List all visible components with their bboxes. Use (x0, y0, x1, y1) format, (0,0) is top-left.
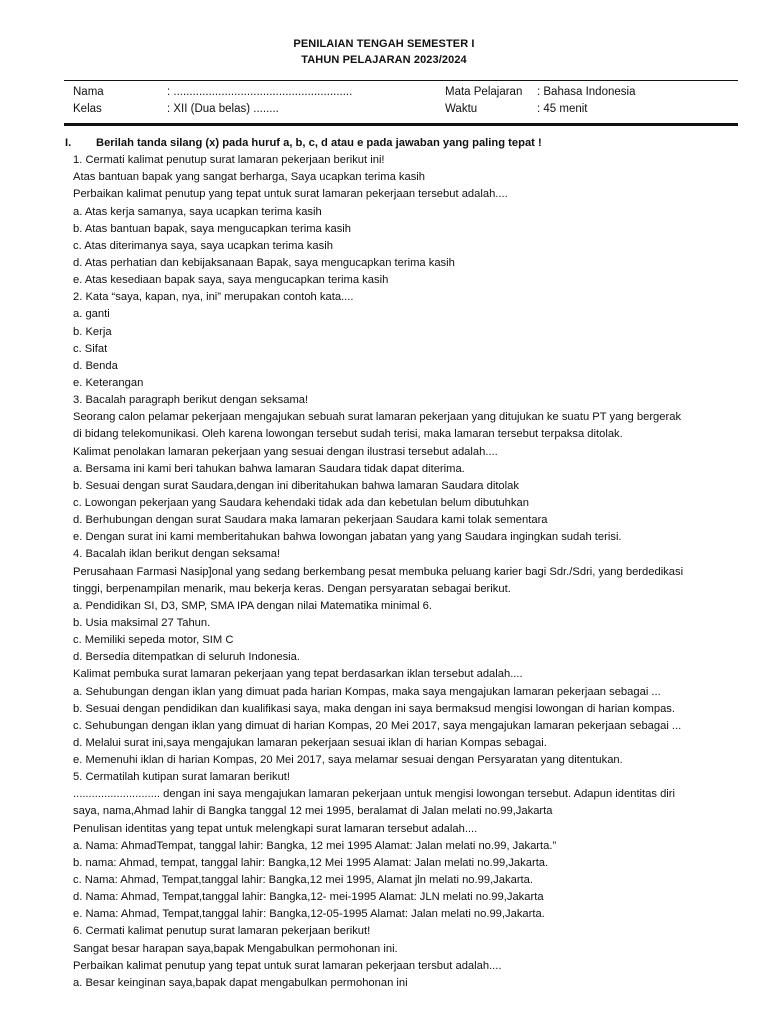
header-top-rule (64, 80, 738, 81)
question-line: Penulisan identitas yang tepat untuk melengkapi surat lamaran tersebut adalah.... (73, 822, 478, 835)
kelas-field: : XII (Dua belas) ........ (167, 103, 279, 115)
question-line: di bidang telekomunikasi. Oleh karena lowongan tersebut sudah terisi, maka lamaran tersebut terpaksa ditolak. (73, 428, 623, 441)
section-instruction (65, 135, 733, 152)
exam-title-line1: PENILAIAN TENGAH SEMESTER I (293, 38, 475, 50)
question-line: saya, nama,Ahmad lahir di Bangka tanggal 12 mei 1995, beralamat di Jalan melati no.99,Jakarta (73, 805, 553, 818)
question-line: a. Atas kerja samanya, saya ucapkan terima kasih (73, 205, 322, 218)
question-line: a. Pendidikan SI, D3, SMP, SMA IPA dengan nilai Matematika minimal 6. (73, 599, 433, 612)
question-line: d. Nama: Ahmad, Tempat,tanggal lahir: Bangka,12- mei-1995 Alamat: JLN melati no.99,Jakarta (73, 891, 544, 904)
question-line: Sangat besar harapan saya,bapak Mengabulkan permohonan ini. (73, 942, 398, 955)
question-line: b. Sesuai dengan pendidikan dan kualifikasi saya, maka dengan ini saya bermaksud mengisi lowongan di harian kompas. (73, 702, 676, 715)
question-line: e. Keterangan (73, 376, 144, 389)
question-line: Perbaikan kalimat penutup yang tepat untuk surat lamaran pekerjaan tersebut adalah.... (73, 188, 508, 201)
question-line: b. nama: Ahmad, tempat, tanggal lahir: Bangka,12 Mei 1995 Alamat: Jalan melati no.99,Jakarta. (73, 856, 549, 869)
question-line: Atas bantuan bapak yang sangat berharga, Saya ucapkan terima kasih (73, 171, 426, 184)
header-bottom-rule (64, 123, 738, 126)
question-line: Kalimat pembuka surat lamaran pekerjaan yang tepat berdasarkan iklan tersebut adalah.... (73, 668, 523, 681)
exam-content (65, 135, 733, 992)
question-line: c. Atas diterimanya saya, saya ucapkan terima kasih (73, 239, 333, 252)
question-line: d. Berhubungan dengan surat Saudara maka lamaran pekerjaan Saudara kami tolak sementara (73, 514, 548, 527)
question-line: ............................ dengan ini saya mengajukan lamaran pekerjaan untuk mengisi lowongan tersebut. Adapun identitas diri (73, 788, 675, 801)
question-line: Seorang calon pelamar pekerjaan mengajukan sebuah surat lamaran pekerjaan yang ditujukan ke suatu PT yang bergerak (73, 411, 682, 424)
question-line: c. Sehubungan dengan iklan yang dimuat di harian Kompas, 20 Mei 2017, saya mengajukan lamaran pekerjaan sebagai ... (73, 719, 682, 732)
question-line: b. Usia maksimal 27 Tahun. (73, 616, 211, 629)
question-line: c. Memiliki sepeda motor, SIM C (73, 634, 234, 647)
question-line: c. Sifat (73, 342, 108, 355)
mapel-label: Mata Pelajaran (445, 86, 523, 98)
question-line: 6. Cermati kalimat penutup surat lamaran pekerjaan berikut! (73, 925, 371, 938)
question-line: d. Melalui surat ini,saya mengajukan lamaran pekerjaan sesuai iklan di harian Kompas sebagai. (73, 736, 547, 749)
question-line: d. Benda (73, 359, 118, 372)
question-line: Kalimat penolakan lamaran pekerjaan yang sesuai dengan ilustrasi tersebut adalah.... (73, 445, 498, 458)
question-line: 4. Bacalah iklan berikut dengan seksama! (73, 548, 281, 561)
question-list (73, 152, 733, 992)
question-line: e. Memenuhi iklan di harian Kompas, 20 Mei 2017, saya melamar sesuai dengan Persyaratan yang ditentukan. (73, 754, 623, 767)
question-line: a. Bersama ini kami beri tahukan bahwa lamaran Saudara tidak dapat diterima. (73, 462, 465, 475)
question-line: d. Bersedia ditempatkan di seluruh Indonesia. (73, 651, 301, 664)
question-line: 1. Cermati kalimat penutup surat lamaran pekerjaan berikut ini! (73, 154, 385, 167)
question-line: a. ganti (73, 308, 110, 321)
question-line: 3. Bacalah paragraph berikut dengan seksama! (73, 394, 309, 407)
question-line: 5. Cermatilah kutipan surat lamaran berikut! (73, 771, 291, 784)
waktu-label: Waktu (445, 103, 478, 115)
question-line: c. Nama: Ahmad, Tempat,tanggal lahir: Bangka,12 mei 1995, Alamat jln melati no.99,Jakarta. (73, 874, 533, 887)
nama-field: : ........................................................ (167, 86, 353, 98)
question-line: e. Atas kesediaan bapak saya, saya mengucapkan terima kasih (73, 274, 389, 287)
question-line: a. Sehubungan dengan iklan yang dimuat pada harian Kompas, maka saya mengajukan lamaran pekerjaan sebagai ... (73, 685, 661, 698)
instruction-text: Berilah tanda silang (x) pada huruf a, b, c, d atau e pada jawaban yang paling tepat ! (96, 137, 542, 149)
mapel-value: : Bahasa Indonesia (537, 86, 636, 98)
section-number: I. (65, 137, 72, 149)
question-line: b. Sesuai dengan surat Saudara,dengan ini diberitahukan bahwa lamaran Saudara ditolak (73, 479, 519, 492)
question-line: b. Kerja (73, 325, 112, 338)
question-line: a. Nama: AhmadTempat, tanggal lahir: Bangka, 12 mei 1995 Alamat: Jalan melati no.99, Jakarta.” (73, 839, 557, 852)
exam-title-line2: TAHUN PELAJARAN 2023/2024 (301, 54, 467, 66)
question-line: 2. Kata “saya, kapan, nya, ini” merupakan contoh kata.... (73, 291, 354, 304)
question-line: Perusahaan Farmasi Nasip]onal yang sedang berkembang pesat membuka peluang karier bagi Sdr./Sdri, yang berdedikasi (73, 565, 684, 578)
nama-label: Nama (73, 86, 104, 98)
question-line: a. Besar keinginan saya,bapak dapat mengabulkan permohonan ini (73, 976, 408, 989)
question-line: Perbaikan kalimat penutup yang tepat untuk surat lamaran pekerjaan tersbut adalah.... (73, 959, 502, 972)
question-line: tinggi, berpenampilan menarik, mau bekerja keras. Dengan persyaratan sebagai berikut. (73, 582, 511, 595)
question-line: e. Dengan surat ini kami memberitahukan bahwa lowongan jabatan yang yang Saudara ingingkan sudah terisi. (73, 531, 622, 544)
kelas-label: Kelas (73, 103, 102, 115)
question-line: d. Atas perhatian dan kebijaksanaan Bapak, saya mengucapkan terima kasih (73, 256, 455, 269)
question-line: b. Atas bantuan bapak, saya mengucapkan terima kasih (73, 222, 351, 235)
waktu-value: : 45 menit (537, 103, 588, 115)
question-line: e. Nama: Ahmad, Tempat,tanggal lahir: Bangka,12-05-1995 Alamat: Jalan melati no.99,Jakarta. (73, 908, 545, 921)
question-line: c. Lowongan pekerjaan yang Saudara kehendaki tidak ada dan kebetulan belum dibutuhkan (73, 496, 529, 509)
